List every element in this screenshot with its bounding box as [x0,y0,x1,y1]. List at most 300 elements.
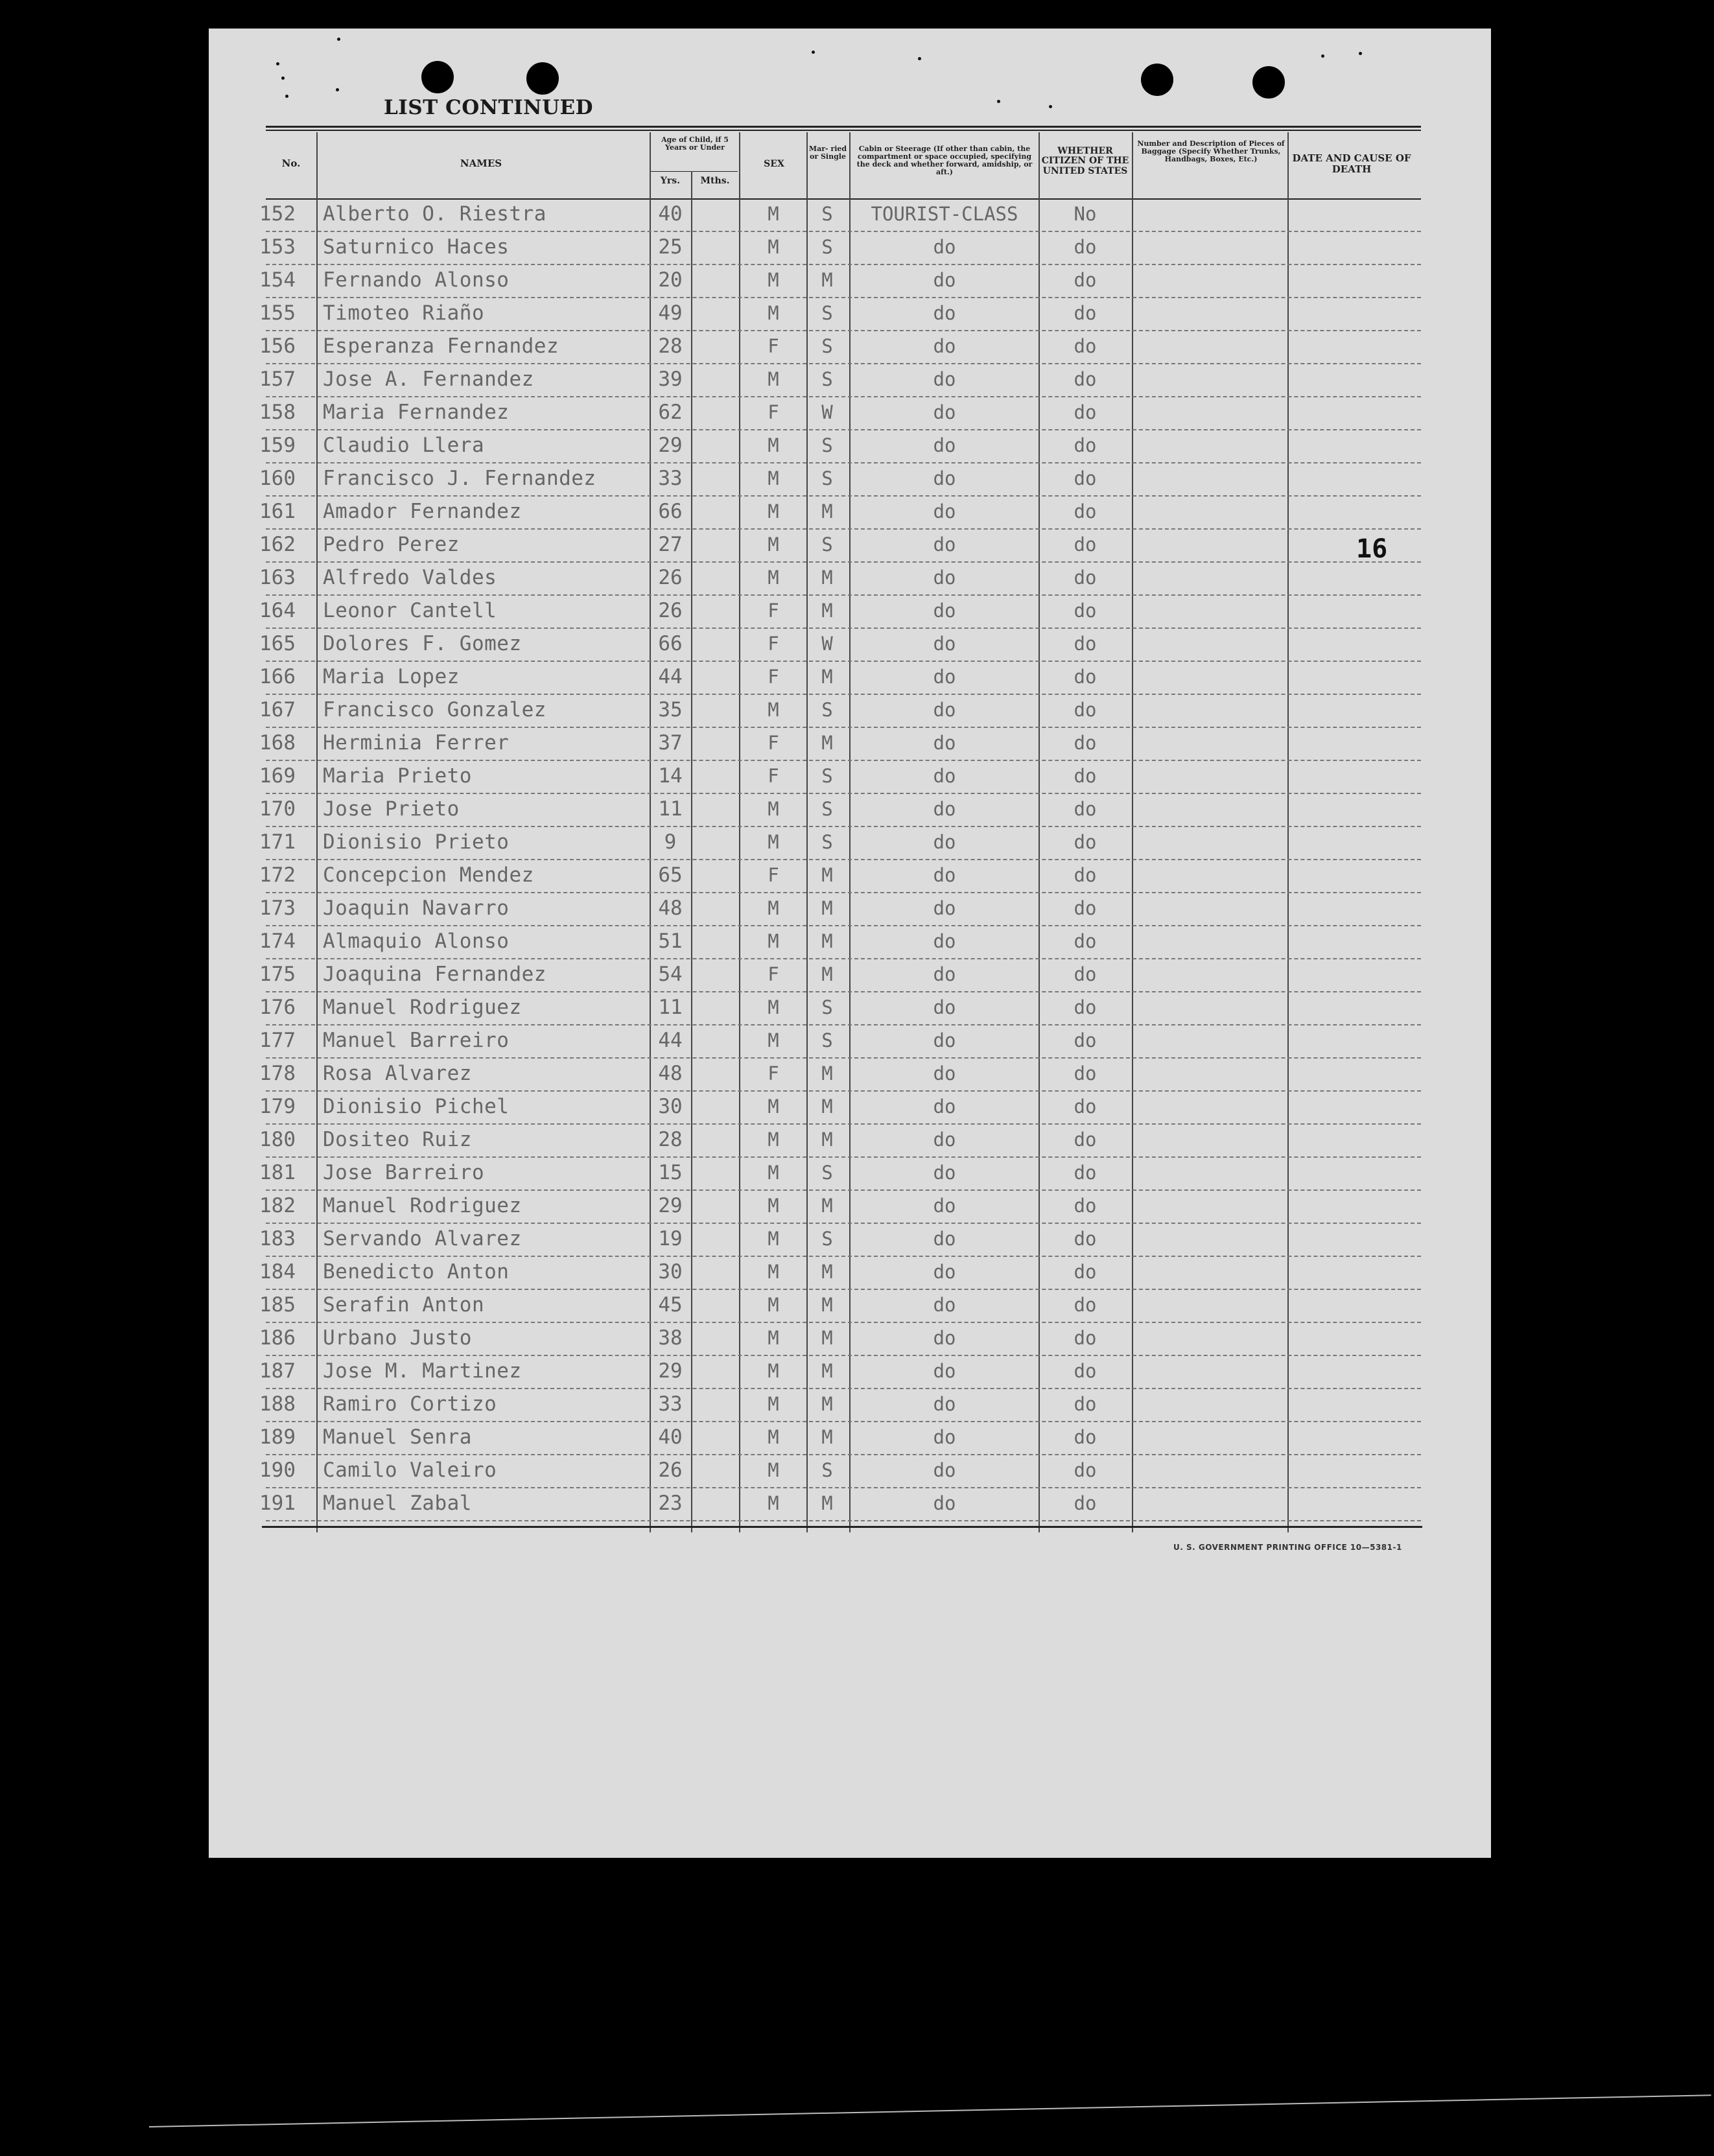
sex: F [768,401,779,423]
sex: F [768,335,779,357]
passenger-name: Maria Fernandez [323,401,510,424]
row-number: 164 [259,599,296,622]
passenger-name: Saturnico Haces [323,235,510,259]
row-divider [266,561,1421,563]
citizen-status: do [1074,1426,1097,1448]
row-divider [266,925,1421,926]
age-years: 35 [658,698,683,721]
citizen-status: do [1074,1029,1097,1051]
speck [337,38,340,41]
passenger-name: Francisco J. Fernandez [323,467,596,490]
row-divider [266,429,1421,430]
marital-status: S [821,368,833,390]
marital-status: M [821,1261,833,1283]
age-years: 29 [658,1359,683,1383]
age-years: 29 [658,434,683,457]
marital-status: S [821,236,833,258]
marital-status: M [821,500,833,522]
row-number: 183 [259,1227,296,1250]
citizen-status: do [1074,765,1097,787]
sex: M [768,1360,779,1382]
sex: F [768,666,779,688]
header-no: No. [281,158,301,169]
age-years: 49 [658,301,683,325]
passenger-name: Fernando Alonso [323,268,510,292]
list-title: LIST CONTINUED [384,96,594,119]
row-divider [266,892,1421,893]
age-years: 51 [658,930,683,953]
age-years: 62 [658,401,683,424]
row-divider [266,1322,1421,1323]
passenger-name: Pedro Perez [323,533,460,556]
row-divider [266,694,1421,695]
citizen-status: do [1074,1195,1097,1217]
row-number: 167 [259,698,296,721]
speck [997,100,1000,103]
age-years: 48 [658,896,683,920]
citizen-status: do [1074,633,1097,655]
cabin-class: do [933,831,956,853]
sex: F [768,963,779,985]
sex: F [768,732,779,754]
passenger-name: Leonor Cantell [323,599,497,622]
marital-status: S [821,203,833,225]
column-divider [691,171,692,1532]
passenger-name: Jose Prieto [323,797,460,821]
sex: F [768,600,779,622]
age-years: 29 [658,1194,683,1217]
cabin-class: do [933,1459,956,1481]
cabin-class: do [933,335,956,357]
marital-status: M [821,1294,833,1316]
row-divider [266,1090,1421,1092]
sex: M [768,1228,779,1250]
row-number: 177 [259,1029,296,1052]
sex: F [768,765,779,787]
speck [276,62,279,65]
sex: M [768,1393,779,1415]
passenger-name: Dolores F. Gomez [323,632,522,655]
passenger-name: Manuel Senra [323,1425,472,1449]
age-years: 30 [658,1095,683,1118]
row-number: 169 [259,764,296,788]
row-number: 165 [259,632,296,655]
marital-status: M [821,1327,833,1349]
citizen-status: do [1074,533,1097,556]
cabin-class: do [933,1327,956,1349]
row-number: 180 [259,1128,296,1151]
cabin-class: do [933,699,956,721]
cabin-class: do [933,467,956,489]
row-divider [266,594,1421,596]
cabin-class: TOURIST-CLASS [871,203,1018,225]
age-years: 30 [658,1260,683,1283]
age-years: 23 [658,1492,683,1515]
row-number: 186 [259,1326,296,1350]
sex: F [768,633,779,655]
row-divider [266,1256,1421,1257]
age-years: 66 [658,632,683,655]
top-rule [266,130,1421,131]
row-number: 152 [259,202,296,226]
citizen-status: do [1074,500,1097,522]
age-years: 65 [658,863,683,887]
sex: M [768,434,779,456]
sex: M [768,996,779,1018]
marital-status: S [821,1029,833,1051]
row-number: 173 [259,896,296,920]
age-years: 27 [658,533,683,556]
sex: M [768,1162,779,1184]
cabin-class: do [933,864,956,886]
citizen-status: do [1074,864,1097,886]
header-sex: SEX [764,159,784,169]
age-years: 33 [658,1392,683,1416]
sex: M [768,236,779,258]
passenger-name: Ramiro Cortizo [323,1392,497,1416]
passenger-name: Dionisio Prieto [323,830,510,854]
row-divider [266,264,1421,265]
cabin-class: do [933,765,956,787]
marital-status: S [821,831,833,853]
sex: M [768,467,779,489]
passenger-name: Serafin Anton [323,1293,485,1317]
cabin-class: do [933,600,956,622]
bottom-rule [262,1526,1422,1528]
citizen-status: do [1074,1327,1097,1349]
cabin-class: do [933,1162,956,1184]
age-years: 20 [658,268,683,292]
sex: M [768,831,779,853]
marital-status: S [821,434,833,456]
age-years: 44 [658,665,683,688]
passenger-name: Jose M. Martinez [323,1359,522,1383]
cabin-class: do [933,368,956,390]
citizen-status: do [1074,996,1097,1018]
sex: F [768,1062,779,1084]
marital-status: S [821,1162,833,1184]
speck [918,57,921,60]
passenger-name: Herminia Ferrer [323,731,510,755]
passenger-name: Manuel Rodriguez [323,1194,522,1217]
row-divider [266,760,1421,761]
cabin-class: do [933,1294,956,1316]
sex: M [768,930,779,952]
row-number: 153 [259,235,296,259]
punch-hole [1141,64,1173,96]
age-sub-rule [650,171,738,172]
passenger-name: Concepcion Mendez [323,863,534,887]
age-years: 28 [658,1128,683,1151]
marital-status: S [821,765,833,787]
header-married: Mar- ried or Single [808,145,847,161]
row-divider [266,1355,1421,1356]
cabin-class: do [933,302,956,324]
speck [1359,52,1362,55]
printing-office-footer: U. S. GOVERNMENT PRINTING OFFICE 10—5381-1 [1173,1543,1402,1552]
cabin-class: do [933,963,956,985]
citizen-status: do [1074,699,1097,721]
sex: M [768,798,779,820]
marital-status: M [821,1360,833,1382]
marital-status: S [821,335,833,357]
sex: M [768,533,779,556]
citizen-status: do [1074,1129,1097,1151]
cabin-class: do [933,633,956,655]
marital-status: M [821,963,833,985]
row-divider [266,363,1421,364]
marital-status: M [821,666,833,688]
header-rule [266,198,1421,200]
row-divider [266,528,1421,530]
row-number: 162 [259,533,296,556]
citizen-status: do [1074,401,1097,423]
row-divider [266,1223,1421,1224]
header-yrs: Yrs. [660,176,681,186]
citizen-status: do [1074,666,1097,688]
sex: M [768,203,779,225]
passenger-name: Joaquina Fernandez [323,963,546,986]
cabin-class: do [933,434,956,456]
cabin-class: do [933,567,956,589]
row-divider [266,297,1421,298]
cabin-class: do [933,269,956,291]
citizen-status: do [1074,434,1097,456]
row-number: 154 [259,268,296,292]
age-years: 66 [658,500,683,523]
citizen-status: do [1074,1096,1097,1118]
row-number: 181 [259,1161,296,1184]
row-divider [266,1520,1421,1521]
passenger-name: Dositeo Ruiz [323,1128,472,1151]
citizen-status: do [1074,1393,1097,1415]
age-years: 26 [658,599,683,622]
row-divider [266,1289,1421,1290]
header-citizen: WHETHER CITIZEN OF THE UNITED STATES [1041,146,1129,176]
citizen-status: do [1074,1459,1097,1481]
cabin-class: do [933,1029,956,1051]
row-number: 166 [259,665,296,688]
cabin-class: do [933,1062,956,1084]
marital-status: M [821,1129,833,1151]
cabin-class: do [933,1393,956,1415]
cabin-class: do [933,236,956,258]
age-years: 38 [658,1326,683,1350]
sex: M [768,302,779,324]
cabin-class: do [933,1261,956,1283]
marital-status: M [821,897,833,919]
passenger-name: Rosa Alvarez [323,1062,472,1085]
passenger-name: Dionisio Pichel [323,1095,510,1118]
cabin-class: do [933,666,956,688]
age-years: 11 [658,797,683,821]
row-number: 171 [259,830,296,854]
row-divider [266,1156,1421,1158]
row-number: 168 [259,731,296,755]
header-age: Age of Child, if 5 Years or Under [661,135,729,152]
row-divider [266,1189,1421,1191]
sex: M [768,1195,779,1217]
cabin-class: do [933,1426,956,1448]
row-divider [266,1454,1421,1455]
age-years: 26 [658,1459,683,1482]
passenger-name: Claudio Llera [323,434,485,457]
age-years: 14 [658,764,683,788]
age-years: 39 [658,368,683,391]
citizen-status: do [1074,831,1097,853]
sex: M [768,368,779,390]
citizen-status: do [1074,897,1097,919]
passenger-name: Manuel Barreiro [323,1029,510,1052]
speck [285,95,288,98]
sex: M [768,1459,779,1481]
marital-status: M [821,1492,833,1514]
cabin-class: do [933,732,956,754]
speck [1321,54,1324,58]
row-divider [266,793,1421,794]
citizen-status: do [1074,368,1097,390]
cabin-class: do [933,897,956,919]
sex: M [768,897,779,919]
age-years: 37 [658,731,683,755]
age-years: 54 [658,963,683,986]
row-number: 187 [259,1359,296,1383]
citizen-status: do [1074,1294,1097,1316]
passenger-name: Maria Lopez [323,665,460,688]
cabin-class: do [933,1195,956,1217]
age-years: 19 [658,1227,683,1250]
citizen-status: do [1074,236,1097,258]
marital-status: M [821,732,833,754]
row-number: 160 [259,467,296,490]
age-years: 44 [658,1029,683,1052]
cabin-class: do [933,401,956,423]
marital-status: M [821,567,833,589]
passenger-name: Benedicto Anton [323,1260,510,1283]
cabin-class: do [933,798,956,820]
header-names: NAMES [460,158,502,169]
sex: F [768,864,779,886]
top-rule [266,126,1421,128]
sex: M [768,1426,779,1448]
header-baggage: Number and Description of Pieces of Baggage (Specify Whether Trunks, Handbags, Boxes, Etc.) [1137,139,1285,164]
marital-status: S [821,1228,833,1250]
sex: M [768,500,779,522]
punch-hole [1252,66,1285,99]
citizen-status: do [1074,269,1097,291]
age-years: 11 [658,996,683,1019]
marital-status: M [821,600,833,622]
row-divider [266,231,1421,232]
marital-status: S [821,1459,833,1481]
passenger-name: Joaquin Navarro [323,896,510,920]
header-cabin: Cabin or Steerage (If other than cabin, the compartment or space occupied, specifying the deck and whether forward, amidship, or aft.) [856,145,1033,177]
row-divider [266,991,1421,992]
manifest-page [209,29,1491,1858]
row-number: 163 [259,566,296,589]
row-divider [266,661,1421,662]
header-death: DATE AND CAUSE OF DEATH [1292,152,1411,175]
row-divider [266,1123,1421,1125]
row-number: 184 [259,1260,296,1283]
cabin-class: do [933,1096,956,1118]
marital-status: W [821,633,833,655]
row-divider [266,958,1421,959]
punch-hole [526,62,559,95]
passenger-name: Francisco Gonzalez [323,698,546,721]
row-number: 172 [259,863,296,887]
cabin-class: do [933,1228,956,1250]
speck [812,51,815,54]
row-number: 176 [259,996,296,1019]
citizen-status: do [1074,1360,1097,1382]
passenger-name: Amador Fernandez [323,500,522,523]
marital-status: M [821,930,833,952]
citizen-status: do [1074,302,1097,324]
marital-status: S [821,533,833,556]
speck [336,88,339,91]
sex: M [768,567,779,589]
passenger-name: Alberto O. Riestra [323,202,546,226]
marital-status: S [821,302,833,324]
marital-status: M [821,864,833,886]
citizen-status: do [1074,1228,1097,1250]
row-divider [266,859,1421,860]
citizen-status: do [1074,1261,1097,1283]
cabin-class: do [933,930,956,952]
citizen-status: do [1074,567,1097,589]
citizen-status: do [1074,600,1097,622]
marital-status: W [821,401,833,423]
marital-status: M [821,1195,833,1217]
speck [281,76,285,80]
citizen-status: do [1074,930,1097,952]
punch-hole [421,61,454,93]
citizen-status: do [1074,467,1097,489]
citizen-status: do [1074,732,1097,754]
cabin-class: do [933,500,956,522]
row-number: 174 [259,930,296,953]
passenger-name: Manuel Rodriguez [323,996,522,1019]
passenger-name: Servando Alvarez [323,1227,522,1250]
sex: M [768,1294,779,1316]
page-number: 16 [1356,534,1388,564]
age-years: 40 [658,1425,683,1449]
age-years: 45 [658,1293,683,1317]
citizen-status: do [1074,1162,1097,1184]
passenger-name: Timoteo Riaño [323,301,485,325]
marital-status: M [821,1426,833,1448]
row-number: 188 [259,1392,296,1416]
row-number: 190 [259,1459,296,1482]
row-number: 155 [259,301,296,325]
passenger-name: Jose A. Fernandez [323,368,534,391]
sex: M [768,699,779,721]
sex: M [768,1029,779,1051]
row-divider [266,627,1421,629]
sex: M [768,1096,779,1118]
marital-status: S [821,699,833,721]
age-years: 48 [658,1062,683,1085]
row-divider [266,1487,1421,1488]
row-number: 170 [259,797,296,821]
marital-status: M [821,269,833,291]
passenger-name: Jose Barreiro [323,1161,485,1184]
age-years: 15 [658,1161,683,1184]
passenger-name: Camilo Valeiro [323,1459,497,1482]
header-mths: Mths. [700,176,730,186]
row-number: 158 [259,401,296,424]
